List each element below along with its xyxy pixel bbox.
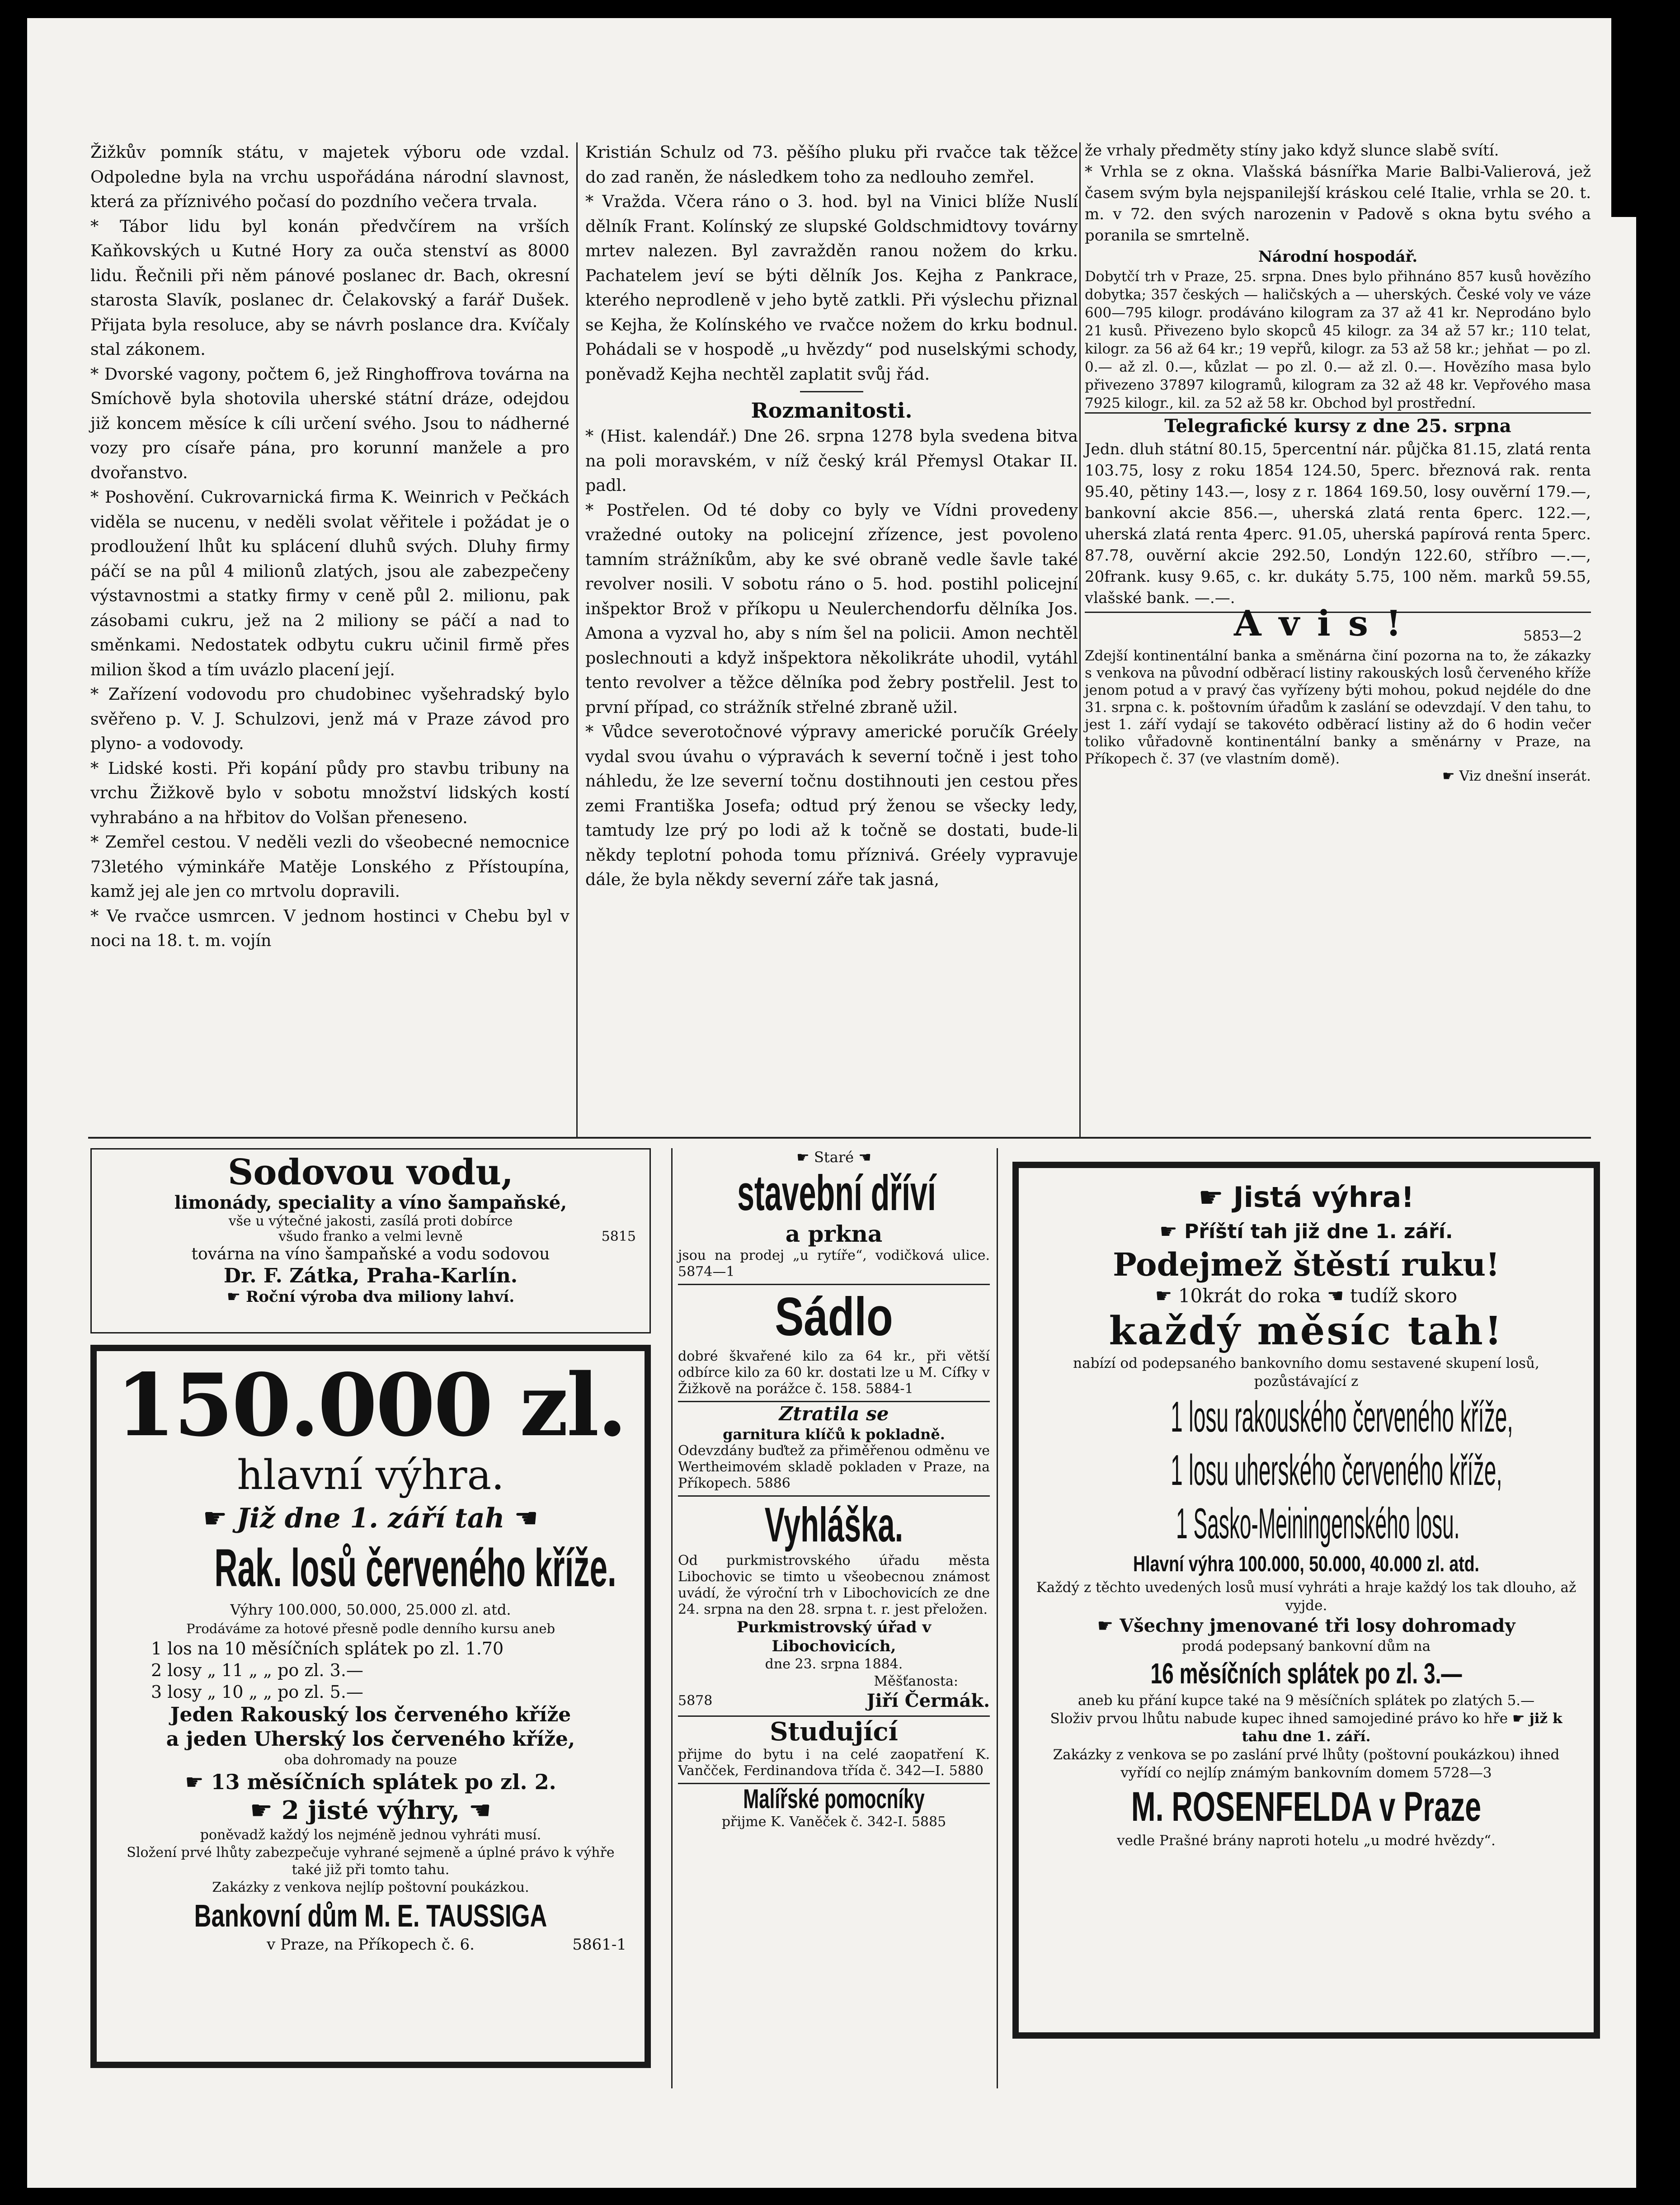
ad-line: tudíž skoro — [1350, 1285, 1458, 1307]
section-divider — [88, 1137, 1591, 1139]
ad-line: Výhry 100.000, 50.000, 25.000 zl. atd. — [230, 1601, 511, 1618]
column-divider — [1079, 142, 1081, 1137]
ad-line: Hlavní výhra 100.000, 50.000, 40.000 zl. atd. — [1133, 1552, 1479, 1576]
ad-number: 5880 — [949, 1763, 984, 1779]
article-paragraph: Žižkův pomník státu, v majetek výboru ode vzdal. Odpoledne byla na vrchu uspořádána národní slavnost, která za příznivého počasí do pozdního večera trvala. — [90, 142, 569, 211]
ad-title: Sádlo — [775, 1286, 893, 1347]
ad-line: Prodáváme za hotové přesně podle denního kursu aneb — [186, 1621, 555, 1636]
ad-line: vše u výtečné jakosti, zasílá proti dobírce — [228, 1213, 513, 1229]
ad-line: 1 los na 10 měsíčních splátek po zl. 1.70 — [151, 1639, 504, 1658]
ad-firm: Bankovní dům M. E. TAUSSIGA — [194, 1898, 547, 1933]
ad-line: přijme K. Vaněček č. 342-I. — [721, 1814, 908, 1830]
pointing-hand-icon: ☛ — [1159, 1220, 1177, 1243]
ad-line: aneb ku přání kupce také na 9 měsíčních splátek po zlatých 5.— — [1078, 1692, 1535, 1709]
ad-title: stavební dříví — [737, 1166, 936, 1220]
ad-signature: Jiří Čermák. — [866, 1690, 990, 1711]
ad-number: 5728—3 — [1433, 1765, 1492, 1781]
ad-number: 5878 — [678, 1693, 713, 1709]
ad-line: Příští tah již dne 1. září. — [1184, 1220, 1453, 1243]
ad-number: 5815 — [601, 1229, 636, 1244]
ad-line: 2 jisté výhry, — [281, 1795, 460, 1825]
article-paragraph: * Vražda. Včera ráno o 3. hod. byl na Vinici blíže Nuslí dělník Frant. Kolínský ze slupské Goldschmidtovy továrny mrtev nalezen. Byl zavražděn ranou nožem do krku. Pachatelem jeví se býti dělník Jos. Kejha z Pankrace, kterého neprodleně v jeho bytě zatkli. Při výslechu přiznal se Kejha, že Kolínského ve rvačce nožem do krku bodnul. Pohádali se v hospodě „u hvězdy“ pod nuselskými schody, poněvadž Kejha nechtěl zaplatit svůj řád. — [585, 192, 1078, 384]
column-divider — [997, 1148, 998, 2088]
ad-firm: M. ROSENFELDA v Praze — [1131, 1784, 1482, 1830]
ad-rosenfeld — [1012, 1162, 1600, 2039]
ad-title: Malířské pomocníky — [743, 1784, 925, 1814]
ad-line: Purkmistrovský úřad v Libochovicích, — [736, 1618, 932, 1655]
pointing-hand-icon: ☛ — [185, 1770, 204, 1794]
ad-title: Jistá výhra! — [1233, 1181, 1414, 1214]
ad-number: 5884-1 — [866, 1381, 913, 1397]
ad-line: továrna na víno šampaňské a vodu sodovou — [191, 1245, 550, 1263]
avis-text: Zdejší kontinentální banka a směnárna činí pozorna na to, že zákazky s venkova na původní odběrací listiny rakouských losů červeného kříže jenom potud a v pravý čas vyřízeny býti mohou, pokud nejdéle do dne 31. srpna c. k. poštovním úřadům k zaslání se odevzdají. V den tahu, to jest 1. září vydají se takovéto odběrací listiny až do 6 hodin večer toliko vůřadovně kontinentální banky a směnárny v Praze, na Příkopech č. 37 (ve vlastním domě). — [1085, 648, 1591, 767]
ad-line: 3 losy „ 10 „ „ po zl. 5.— — [151, 1682, 363, 1702]
ad-number: 5861-1 — [572, 1936, 626, 1954]
ad-firm: Dr. F. Zátka, Praha-Karlín. — [223, 1264, 518, 1287]
ad-line: 16 měsíčních splátek po zl. 3.— — [1150, 1657, 1462, 1690]
ad-lots-title: Rak. losů červeného kříže. — [214, 1538, 616, 1598]
market-report: Dobytčí trh v Praze, 25. srpna. Dnes bylo přihnáno 857 kusů hovězího dobytka; 357 českých — haličských a — uherských. České voly ve váze 600—795 kilogr. prodáváno kilogram za 37 až 41 kr. Neprodáno bylo 21 kusů. Přivezeno bylo skopců 45 kilogr. za 34 až 57 kr.; 110 telat, kilogr. za 56 až 64 kr.; 19 vepřů, kilogr. za 53 až 58 kr.; jehňat — po zl. 0.— až zl. 0.—, kůzlat — po zl. 0.— až zl. 0.—. Hovězího masa bylo přivezeno 37897 kilogramů, kilogram za 32 až 48 kr. Vepřového masa 7925 kilogr., kil. za 52 až 58 kr. Obchod byl prostřední. — [1085, 269, 1591, 411]
ad-line: limonády, speciality a víno šampaňské, — [174, 1192, 567, 1213]
ad-line: vedle Prašné brány naproti hotelu „u modré hvězdy“. — [1117, 1833, 1496, 1849]
section-rule — [800, 391, 863, 392]
column-2 — [585, 140, 1078, 892]
ad-line: a prkna — [785, 1220, 883, 1247]
article-paragraph: * Dvorské vagony, počtem 6, jež Ringhoffrova továrna na Smíchově byla shotovila uherské státní dráze, odejdou již koncem měsíce k cíli určení svého. Jsou to nádherné vozy pro císaře pána, pro korunní manžele a pro dvořanstvo. — [90, 364, 569, 482]
ad-line: již k tahu dne 1. září. — [1242, 1710, 1562, 1745]
article-paragraph: * Postřelen. Od té doby co byly ve Vídni provedeny vražedné outoky na policejní zřízence, jest povoleno tamním strážníkům, aby ke své obraně vedle šavle také revolver nosili. V sobotu ráno o 5. hod. postihl policejní inšpektor Brož v příkopu u Neulerchendorfu dělníka Jos. Amona a vyzval ho, aby s ním šel na policii. Amon nechtěl poslechnouti a když inšpektora několikráte uhodil, vytáhl tento revolver a těžce dělníka pod žebry postřelil. Jest to první případ, co strážník střelné zbraně užil. — [585, 500, 1078, 717]
article-paragraph: Kristián Schulz od 73. pěšího pluku při rvačce tak těžce do zad raněn, že následkem toho za nedlouho zemřel. — [585, 142, 1078, 187]
ad-line: Zakázky z venkova nejlíp poštovní poukázkou. — [212, 1880, 529, 1895]
ads-middle-column — [678, 1148, 990, 1830]
ad-soda-water — [90, 1148, 651, 1333]
column-3 — [1085, 140, 1591, 785]
avis-title: A v i s ! — [1234, 603, 1404, 644]
avis-footer: Viz dnešní inserát. — [1459, 768, 1591, 784]
ad-line: Složiv prvou lhůtu nabude kupec ihned samojediné právo ko hře — [1050, 1710, 1508, 1727]
ad-line: všudo franko a velmi levně — [278, 1229, 463, 1244]
ad-line: a jeden Uherský los červeného kříže, — [166, 1728, 575, 1751]
section-heading: Rozmanitosti. — [751, 398, 913, 423]
ad-subtitle: hlavní výhra. — [237, 1451, 504, 1499]
ad-line: garnitura klíčů k pokladně. — [723, 1426, 945, 1443]
ad-line: 10krát do roka — [1178, 1285, 1321, 1307]
ad-line: oba dohromady na pouze — [284, 1752, 457, 1768]
ad-line: Každý z těchto uvedených losů musí vyhráti a hraje každý los tak dlouho, až vyjde. — [1036, 1579, 1576, 1614]
article-paragraph: * Lidské kosti. Při kopání půdy pro stavbu tribuny na vrchu Žižkově bylo v sobotu množství lidských kostí vyhrabáno a na hřbitov do Volšan přeneseno. — [90, 758, 569, 827]
pointing-hand-icon: ☛ — [1097, 1616, 1114, 1636]
ad-line: dne 23. srpna 1884. — [765, 1656, 903, 1672]
article-paragraph: * Zemřel cestou. V neděli vezli do všeobecné nemocnice 73letého výminkáře Matěje Lonského z Přístoupína, kamž jej ale jen co mrtvolu dopravili. — [90, 832, 569, 901]
article-paragraph: * (Hist. kalendář.) Dne 26. srpna 1278 byla svedena bitva na poli moravském, v níž český král Přemysl Otakar II. padl. — [585, 426, 1078, 495]
article-paragraph: * Vrhla se z okna. Vlašská básnířka Marie Balbi-Valierová, jež časem svým byla nejspanilejší kráskou celé Italie, vrhla se 20. t. m. v 72. den svých narozenin v Padově s okna bytu svého a poranila se smrtelně. — [1085, 163, 1591, 245]
ad-headline: každý měsíc tah! — [1109, 1308, 1504, 1354]
ad-line: poněvadž každý los nejméně jednou vyhráti musí. — [200, 1827, 541, 1843]
pointing-hand-icon: ☚ — [1327, 1285, 1344, 1307]
ad-line: nabízí od podepsaného bankovního domu sestavené skupení losů, pozůstávající z — [1073, 1355, 1539, 1390]
ad-number: 5853—2 — [1523, 628, 1582, 644]
ad-line: Všechny jmenované tři losy dohromady — [1120, 1615, 1515, 1636]
section-heading: Národní hospodář. — [1258, 248, 1418, 266]
ad-line: Jeden Rakouský los červeného kříže — [170, 1703, 571, 1726]
pointing-hand-icon: ☛ — [1442, 768, 1455, 784]
pointing-hand-icon: ☛ — [1198, 1181, 1224, 1214]
column-divider — [671, 1148, 673, 2088]
ad-line: prodá podepsaný bankovní dům na — [1181, 1638, 1431, 1654]
pointing-hand-icon: ☛ — [226, 1288, 241, 1306]
ad-line: Měšťanosta: — [874, 1673, 958, 1689]
ad-number: 5885 — [911, 1814, 946, 1830]
ad-title: Sodovou vodu, — [228, 1152, 513, 1193]
ad-title: Ztratila se — [678, 1401, 990, 1426]
ad-taussig — [90, 1345, 651, 2068]
section-heading: Telegrafické kursy z dne 25. srpna — [1085, 412, 1591, 439]
pointing-hand-icon: ☛ — [202, 1503, 227, 1534]
article-paragraph: * Poshovění. Cukrovarnická firma K. Weinrich v Pečkách viděla se nucenu, v neděli svolat věřitele i požádat je o prodloužení lhůt ku splácení dluhů svých. Dluhy firmy páčí se na půl 4 milionů zlatých, jsou ale zabezpečeny výstavnostmi a statky firmy v ceně půl 2. milionu, pak zásobami cukru, jež na 2 miliony se páčí a nad to směnkami. Nedostatek odbytu cukru učinil firmě přes milion škod a tím uvázlo placení její. — [90, 487, 569, 679]
article-paragraph: * Zařízení vodovodu pro chudobinec vyšehradský bylo svěřeno p. V. J. Schulzovi, jenž má v Praze závod pro plyno- a vodovody. — [90, 684, 569, 753]
ad-line: Staré — [814, 1149, 854, 1166]
pointing-hand-icon: ☛ — [250, 1796, 273, 1825]
ad-lot-line: 1 losu uherského červeného kříže, — [1171, 1446, 1502, 1494]
pointing-hand-icon: ☛ — [1512, 1710, 1525, 1727]
pointing-hand-icon: ☚ — [858, 1149, 871, 1166]
ad-line: Složení prvé lhůty zabezpečuje vyhrané sejmeně a úplné právo k výhře také již při tomto tahu. — [127, 1845, 615, 1878]
ad-line: 2 losy „ 11 „ „ po zl. 3.— — [151, 1660, 363, 1680]
article-paragraph: * Vůdce severotočnové výpravy americké poručík Gréely vydal svou úvahu o výpravách k severní točně i jest toho náhledu, že lze severní točnu dostihnouti jen cestou přes zemi Františka Josefa; odtud prý ženou se všecky ledy, tamtudy lze prý po lodi až k točně se dostati, bude-li někdy teplotní pohoda tomu příznivá. Gréely vypravuje dále, že byla někdy severní záře tak jasná, — [585, 722, 1078, 889]
article-paragraph: * Tábor lidu byl konán předvčírem na vrších Kaňkovských u Kutné Hory za ouča stenství as 8000 lidu. Řečnili při něm pánové poslanec dr. Bach, okresní starosta Slavík, poslanec dr. Čelakovský a farář Dušek. Přijata byla resoluce, aby se návrh poslance dra. Kvíčaly stal zákonem. — [90, 216, 569, 359]
ad-lot-line: 1 losu rakouského červeného kříže, — [1171, 1393, 1513, 1441]
ad-big-prize: 150.000 zl. — [116, 1355, 626, 1456]
ad-line: Odevzdány buďtež za přiměřenou odměnu ve Wertheimovém skladě pokladen v Praze, na Příkopech. — [678, 1443, 990, 1491]
ad-title: Studující — [678, 1715, 990, 1747]
article-paragraph: že vrhaly předměty stíny jako když slunce slabě svítí. — [1085, 141, 1499, 160]
ad-line: Zakázky z venkova se po zaslání prvé lhůty (poštovní poukázkou) ihned vyřídí co nejlíp známým bankovním domem — [1053, 1747, 1560, 1781]
article-paragraph: * Ve rvačce usmrcen. V jednom hostinci v Chebu byl v noci na 18. t. m. vojín — [90, 906, 569, 950]
ad-line: Od purkmistrovského úřadu města Libochovic se timto u všeobecnou známost uvádí, že výroční trh v Libochovicích ze dne 24. srpna na den 28. srpna t. r. jest přeložen. — [678, 1553, 990, 1617]
ad-line: Podejmež štěstí ruku! — [1113, 1246, 1500, 1283]
newspaper-page — [27, 18, 1636, 2188]
page-edge-dark — [1611, 18, 1636, 217]
ad-lot-line: 1 Sasko-Meiningenského losu. — [1176, 1499, 1460, 1548]
ad-line: 13 měsíčních splátek po zl. 2. — [211, 1770, 556, 1794]
pointing-hand-icon: ☛ — [796, 1149, 809, 1166]
ad-number: 5874—1 — [678, 1264, 735, 1280]
column-divider — [576, 142, 578, 1137]
pointing-hand-icon: ☚ — [468, 1796, 491, 1825]
ad-line: v Praze, na Příkopech č. 6. — [267, 1936, 475, 1954]
ad-line: dobré škvařené kilo za 64 kr., při větší odbírce kilo za 60 kr. dostati lze u M. Cífky v Žižkově na porážce č. 158. — [678, 1348, 990, 1397]
column-1 — [90, 140, 569, 953]
exchange-rates: Jedn. dluh státní 80.15, 5percentní nár. půjčka 81.15, zlatá renta 103.75, losy z roku 1854 124.50, 5perc. březnová rak. renta 95.40, pětiny 143.—, losy z r. 1864 169.50, losy ouvěrní 179.—, bankovní akcie 856.—, uherská zlatá renta 6perc. 122.—, uherská zlatá renta 4perc. 91.05, uherská papírová renta 5perc. 87.78, ouvěrní akcie 292.50, Londýn 122.60, stříbro —.—, 20frank. kusy 9.65, c. kr. dukáty 5.75, 100 něm. marků 59.55, vlašské bank. —.—. — [1085, 440, 1591, 607]
ad-line: Roční výroba dva miliony lahví. — [246, 1288, 515, 1306]
ad-title: Vyhláška. — [764, 1497, 904, 1552]
ad-line: jsou na prodej „u rytíře“, vodičková ulice. — [678, 1248, 990, 1263]
pointing-hand-icon: ☚ — [514, 1503, 539, 1534]
pointing-hand-icon: ☛ — [1155, 1285, 1172, 1307]
ad-draw-date: Již dne 1. září tah — [236, 1503, 505, 1534]
ad-number: 5886 — [756, 1475, 791, 1491]
ad-line: přijme do bytu i na celé zaopatření K. Vančček, Ferdinandova třída č. 342—I. — [678, 1747, 990, 1779]
